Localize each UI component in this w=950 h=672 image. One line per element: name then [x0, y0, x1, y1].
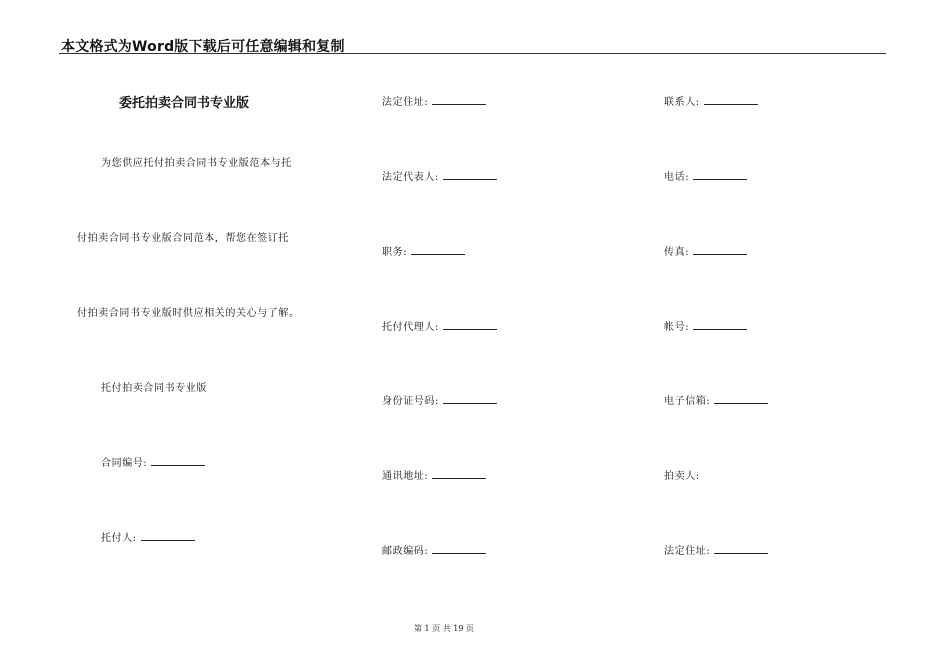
id-number-field: [382, 392, 497, 407]
postcode-field: [382, 542, 486, 557]
agent-field: [382, 318, 497, 333]
document-title: 委托拍卖合同书专业版: [119, 96, 250, 111]
legal-rep-label: 法定代表人:: [382, 172, 439, 183]
position-field: [382, 243, 465, 258]
contact-label: 联系人:: [664, 97, 700, 108]
email-field: [664, 392, 768, 407]
auctioneer-legal-address-blank: [714, 553, 768, 554]
email-label: 电子信箱:: [664, 396, 711, 407]
agent-label: 托付代理人:: [382, 322, 439, 333]
auctioneer-label: 拍卖人:: [664, 471, 700, 482]
position-label: 职务:: [382, 247, 408, 258]
contract-number-label: 合同编号:: [101, 458, 148, 469]
position-blank: [411, 254, 465, 255]
header-divider: [59, 53, 886, 54]
id-number-label: 身份证号码:: [382, 396, 439, 407]
phone-label: 电话:: [664, 172, 690, 183]
account-blank: [693, 329, 747, 330]
consignor-blank: [141, 540, 195, 541]
consignor-label: 托付人:: [101, 533, 137, 544]
mail-address-label: 通讯地址:: [382, 471, 429, 482]
auctioneer-legal-address-label: 法定住址:: [664, 546, 711, 557]
consignor-field: [101, 529, 195, 544]
intro-line-3: 付拍卖合同书专业版时供应相关的关心与了解。: [77, 308, 300, 319]
mail-address-blank: [432, 478, 486, 479]
legal-address-label: 法定住址:: [382, 97, 429, 108]
id-number-blank: [443, 403, 497, 404]
legal-address-blank: [432, 104, 486, 105]
legal-address-field: [382, 93, 486, 108]
account-label: 帐号:: [664, 322, 690, 333]
contact-blank: [704, 104, 758, 105]
section-heading: 托付拍卖合同书专业版: [101, 383, 207, 394]
fax-label: 传真:: [664, 247, 690, 258]
agent-blank: [443, 329, 497, 330]
page-number: 第 1 页 共 19 页: [414, 624, 474, 633]
account-field: [664, 318, 747, 333]
legal-rep-blank: [443, 179, 497, 180]
fax-blank: [693, 254, 747, 255]
contract-number-field: [101, 454, 205, 469]
phone-field: [664, 168, 747, 183]
postcode-blank: [432, 553, 486, 554]
auctioneer-legal-address-field: [664, 542, 768, 557]
legal-rep-field: [382, 168, 497, 183]
email-blank: [714, 403, 768, 404]
contract-number-blank: [151, 465, 205, 466]
document-header-title: 本文格式为Word版下载后可任意编辑和复制: [61, 39, 345, 55]
phone-blank: [693, 179, 747, 180]
postcode-label: 邮政编码:: [382, 546, 429, 557]
intro-line-1: 为您供应托付拍卖合同书专业版范本与托: [101, 158, 292, 169]
intro-line-2: 付拍卖合同书专业版合同范本，帮您在签订托: [77, 233, 289, 244]
fax-field: [664, 243, 747, 258]
mail-address-field: [382, 467, 486, 482]
contact-field: [664, 93, 758, 108]
